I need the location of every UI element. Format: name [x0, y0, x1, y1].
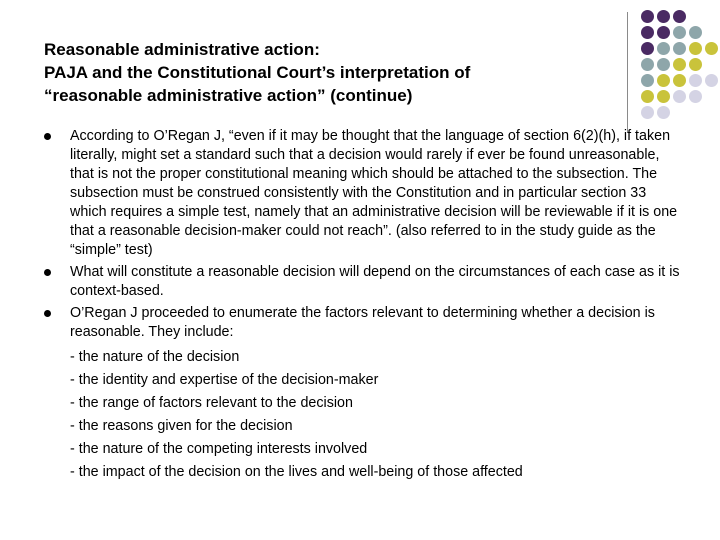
decorative-dot: [641, 26, 654, 39]
decorative-dot: [673, 10, 686, 23]
factor-list: [70, 346, 684, 484]
decorative-dot: [657, 58, 670, 71]
decorative-dot: [689, 26, 702, 39]
title-line-3: “reasonable administrative action” (continue): [44, 86, 413, 105]
factor-item: - the nature of the competing interests involved: [70, 441, 368, 457]
decorative-dot: [673, 26, 686, 39]
decorative-dot: [657, 90, 670, 103]
factor-item: - the identity and expertise of the decision-maker: [70, 372, 379, 388]
factor-item: - the impact of the decision on the lives and well-being of those affected: [70, 464, 523, 480]
decorative-dot: [689, 42, 702, 55]
decorative-dot: [641, 106, 654, 119]
decorative-dot: [657, 106, 670, 119]
decorative-dot: [641, 90, 654, 103]
slide-title: [44, 38, 604, 107]
decorative-dot: [641, 42, 654, 55]
decorative-dot: [657, 26, 670, 39]
factor-item: - the reasons given for the decision: [70, 418, 293, 434]
list-item: [44, 304, 684, 484]
decorative-dot: [689, 74, 702, 87]
content-bullet-list: [44, 127, 684, 487]
bullet-icon: [44, 269, 51, 276]
decorative-dot: [673, 58, 686, 71]
bullet-icon: [44, 133, 51, 140]
decorative-dot: [689, 58, 702, 71]
factor-item: - the range of factors relevant to the decision: [70, 395, 353, 411]
decorative-dot: [705, 42, 718, 55]
title-line-2: PAJA and the Constitutional Court’s interpretation of: [44, 63, 471, 82]
bullet-text: What will constitute a reasonable decision will depend on the circumstances of each case as it is context-based.: [70, 264, 680, 299]
decorative-dot: [657, 10, 670, 23]
decorative-dot: [673, 90, 686, 103]
decorative-dot: [641, 10, 654, 23]
decorative-dot: [673, 74, 686, 87]
decorative-dot: [705, 74, 718, 87]
decorative-dot-grid: [637, 10, 717, 120]
decorative-dot: [657, 42, 670, 55]
factor-item: - the nature of the decision: [70, 349, 240, 365]
decorative-divider: [627, 12, 628, 132]
bullet-icon: [44, 310, 51, 317]
list-item: [44, 127, 684, 260]
list-item: [44, 263, 684, 301]
decorative-dot: [641, 74, 654, 87]
decorative-dot: [657, 74, 670, 87]
decorative-dot: [673, 42, 686, 55]
decorative-dot: [641, 58, 654, 71]
bullet-text: O’Regan J proceeded to enumerate the factors relevant to determining whether a decision is reasonable. They include:: [70, 305, 655, 340]
decorative-dot: [689, 90, 702, 103]
title-line-1: Reasonable administrative action:: [44, 40, 320, 59]
bullet-text: According to O’Regan J, “even if it may be thought that the language of section 6(2)(h), if taken literally, might set a standard such that a decision would rarely if ever be found unreasonable, that is not the proper constitutional meaning which should be attached to the subsection. The subsection must be construed consistently with the Constitution and in particular section 33 which requires a simple test, namely that an administrative decision will be reviewable if it is one that a reasonable decision-maker could not reach”. (also referred to in the study guide as the “simple” test): [70, 128, 678, 258]
